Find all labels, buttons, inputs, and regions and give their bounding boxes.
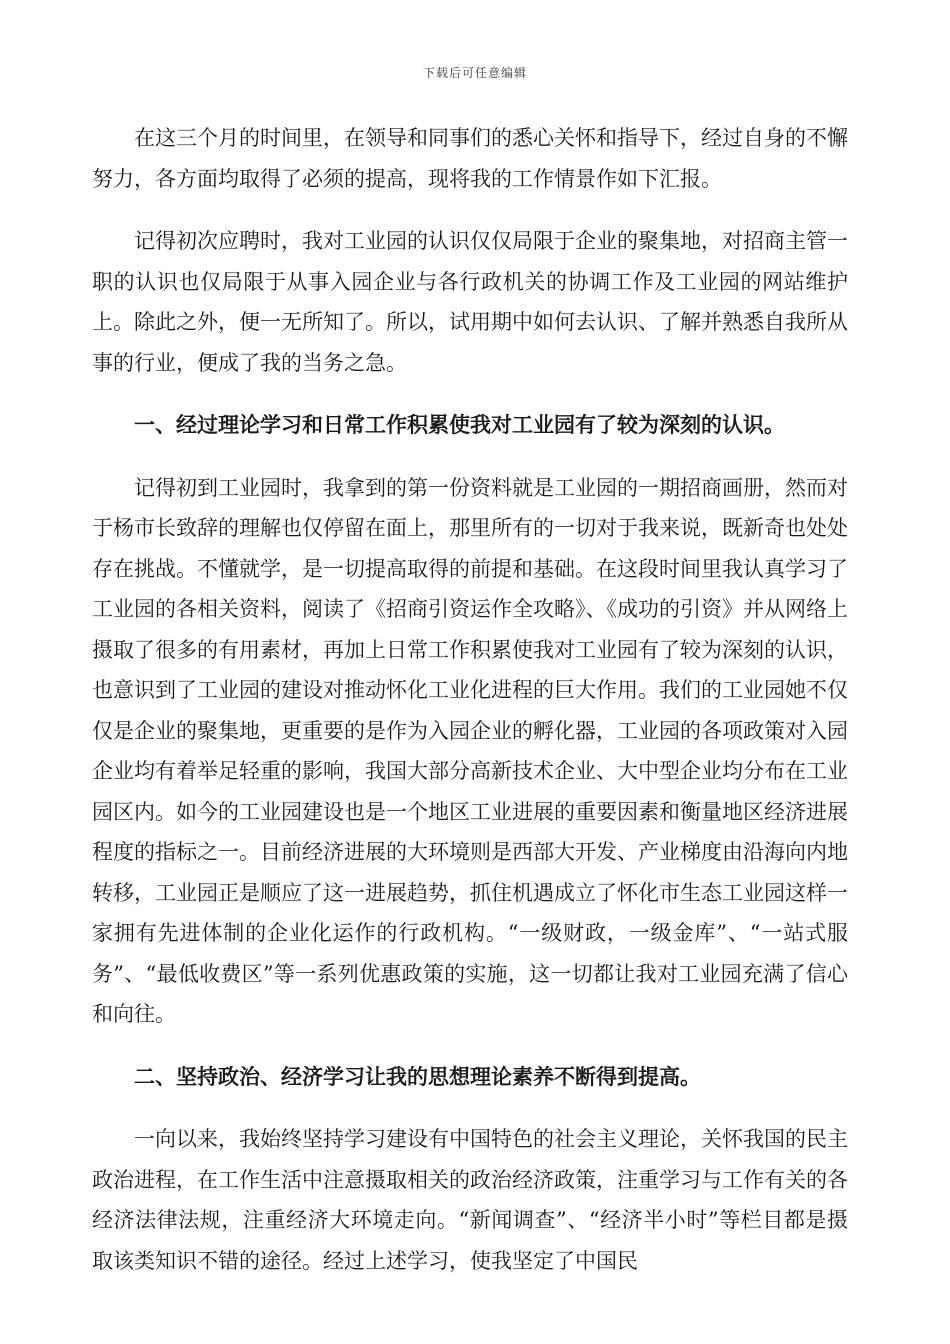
document-body bbox=[92, 118, 848, 1281]
paragraph-industrial-park-study: 记得初到工业园时，我拿到的第一份资料就是工业园的一期招商画册，然而对于杨市长致辞的理解也仅停留在面上，那里所有的一切对于我来说，既新奇也处处存在挑战。不懂就学，是一切提高取得的前提和基础。在这段时间里我认真学习了工业园的各相关资料，阅读了《招商引资运作全攻略》、《成功的引资》并从网络上摄取了很多的有用素材，再加上日常工作积累使我对工业园有了较为深刻的认识，也意识到了工业园的建设对推动怀化工业化进程的巨大作用。我们的工业园她不仅仅是企业的聚集地，更重要的是作为入园企业的孵化器，工业园的各项政策对入园企业均有着举足轻重的影响，我国大部分高新技术企业、大中型企业均分布在工业园区内。如今的工业园建设也是一个地区工业进展的重要因素和衡量地区经济进展程度的指标之一。目前经济进展的大环境则是西部大开发、产业梯度由沿海向内地转移，工业园正是顺应了这一进展趋势，抓住机遇成立了怀化市生态工业园这样一家拥有先进体制的企业化运作的行政机构。“一级财政，一级金库”、“一站式服务”、“最低收费区”等一系列优惠政策的实施，这一切都让我对工业园充满了信心和向往。 bbox=[92, 475, 848, 1026]
section-heading-2: 二、坚持政治、经济学习让我的思想理论素养不断得到提高。 bbox=[134, 1064, 701, 1089]
paragraph-initial-understanding: 记得初次应聘时，我对工业园的认识仅仅局限于企业的聚集地，对招商主管一职的认识也仅局限于从事入园企业与各行政机关的协调工作及工业园的网站维护上。除此之外，便一无所知了。所以，试用期中如何去认识、了解并熟悉自我所从事的行业，便成了我的当务之急。 bbox=[92, 229, 848, 375]
paragraph-intro: 在这三个月的时间里，在领导和同事们的悉心关怀和指导下，经过自身的不懈努力，各方面均取得了必须的提高，现将我的工作情景作如下汇报。 bbox=[92, 126, 848, 191]
paragraph-political-economic-study: 一向以来，我始终坚持学习建设有中国特色的社会主义理论，关怀我国的民主政治进程，在工作生活中注意摄取相关的政治经济政策，注重学习与工作有关的各经济法律法规，注重经济大环境走向。“新闻调查”、“经济半小时”等栏目都是摄取该类知识不错的途径。经过上述学习，使我坚定了中国民 bbox=[92, 1127, 848, 1273]
download-editable-note: 下载后可任意编辑 bbox=[422, 66, 527, 80]
section-heading-1: 一、经过理论学习和日常工作积累使我对工业园有了较为深刻的认识。 bbox=[134, 413, 785, 437]
